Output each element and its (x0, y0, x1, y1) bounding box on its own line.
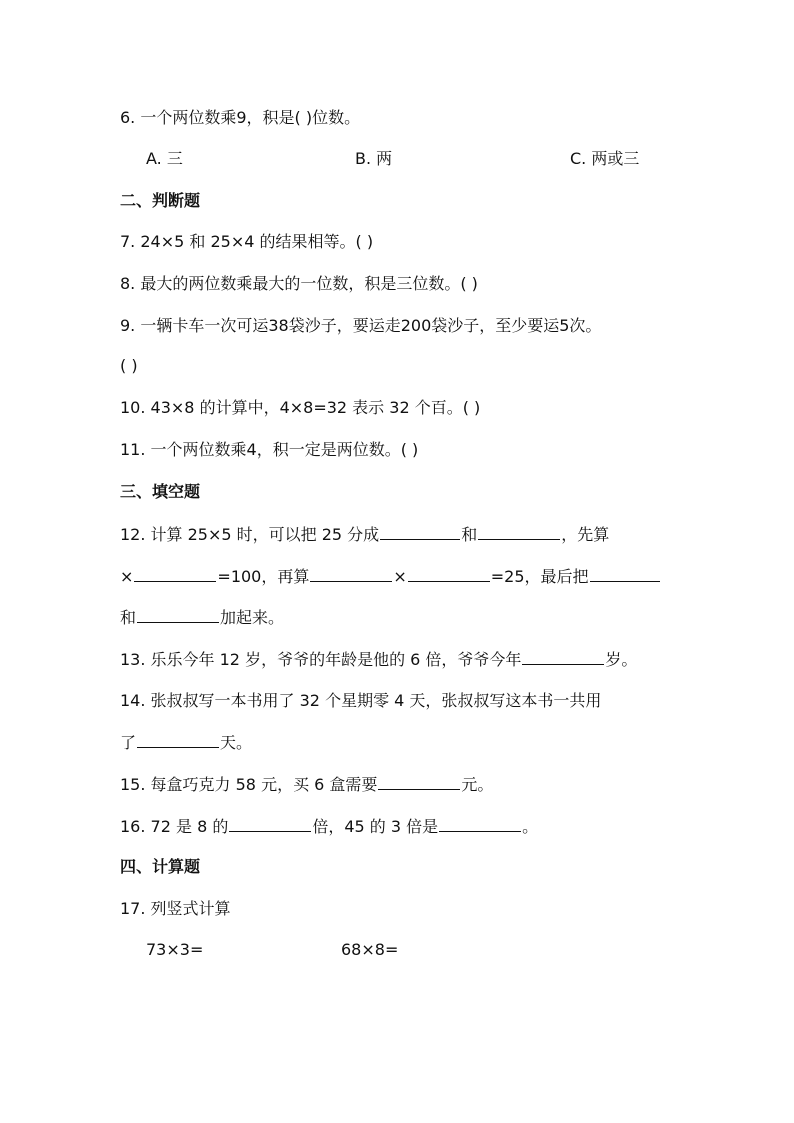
q16-blank-2[interactable] (439, 815, 521, 832)
q12-text-e: =100，再算 (217, 567, 310, 586)
option-b: B. 两 (355, 149, 393, 168)
q16-text-a: 16. 72 是 8 的 (120, 817, 229, 836)
q12-text-d: × (120, 567, 134, 586)
q15-blank[interactable] (378, 773, 460, 790)
question-9-answer-paren: ( ) (120, 356, 138, 375)
q16-text-c: 。 (522, 817, 539, 836)
question-12-line-2 (120, 565, 661, 588)
section-heading-calculation: 四、计算题 (120, 857, 201, 876)
q12-text-i: 加起来。 (220, 608, 285, 627)
question-12-line-1 (120, 523, 609, 546)
q12-blank-6[interactable] (590, 565, 660, 582)
q13-blank[interactable] (522, 648, 604, 665)
q12-blank-4[interactable] (310, 565, 392, 582)
question-10: 10. 43×8 的计算中，4×8=32 表示 32 个百。( ) (120, 398, 481, 417)
q13-text-a: 13. 乐乐今年 12 岁，爷爷的年龄是他的 6 倍，爷爷今年 (120, 650, 522, 669)
section-heading-fill-blank: 三、填空题 (120, 482, 201, 501)
q12-blank-2[interactable] (478, 523, 560, 540)
q16-blank-1[interactable] (229, 815, 311, 832)
q13-text-b: 岁。 (605, 650, 638, 669)
q14-text-a: 14. 张叔叔写一本书用了 32 个星期零 4 天，张叔叔写这本书一共用 (120, 691, 602, 710)
q12-text-c: ，先算 (561, 525, 610, 544)
section-heading-judgement: 二、判断题 (120, 191, 201, 210)
calc-problem-1: 73×3= (146, 940, 204, 959)
question-11: 11. 一个两位数乘4，积一定是两位数。( ) (120, 440, 419, 459)
question-12-line-3 (120, 606, 284, 629)
q14-text-b: 了 (120, 733, 137, 752)
calc-problem-2: 68×8= (341, 940, 399, 959)
question-14-line-2 (120, 731, 252, 754)
q12-text-h: 和 (120, 608, 137, 627)
question-9: 9. 一辆卡车一次可运38袋沙子，要运走200袋沙子，至少要运5次。 (120, 316, 602, 335)
option-a: A. 三 (146, 149, 183, 168)
q15-text-a: 15. 每盒巧克力 58 元，买 6 盒需要 (120, 775, 378, 794)
question-14-line-1 (120, 690, 601, 712)
question-6: 6. 一个两位数乘9，积是( )位数。 (120, 108, 361, 127)
q12-blank-1[interactable] (380, 523, 460, 540)
question-13 (120, 648, 637, 671)
q14-text-c: 天。 (220, 733, 253, 752)
question-8: 8. 最大的两位数乘最大的一位数，积是三位数。( ) (120, 274, 478, 293)
q12-text-b: 和 (461, 525, 478, 544)
option-c: C. 两或三 (570, 149, 640, 168)
q14-blank[interactable] (137, 731, 219, 748)
q15-text-b: 元。 (461, 775, 494, 794)
question-15 (120, 773, 493, 796)
question-17: 17. 列竖式计算 (120, 899, 231, 918)
q12-blank-3[interactable] (134, 565, 216, 582)
q16-text-b: 倍，45 的 3 倍是 (312, 817, 439, 836)
question-16 (120, 815, 538, 838)
question-7: 7. 24×5 和 25×4 的结果相等。( ) (120, 232, 374, 251)
q12-text-a: 12. 计算 25×5 时，可以把 25 分成 (120, 525, 380, 544)
q12-blank-7[interactable] (137, 606, 219, 623)
q12-blank-5[interactable] (408, 565, 490, 582)
q12-text-f: × (393, 567, 407, 586)
q12-text-g: =25，最后把 (490, 567, 589, 586)
